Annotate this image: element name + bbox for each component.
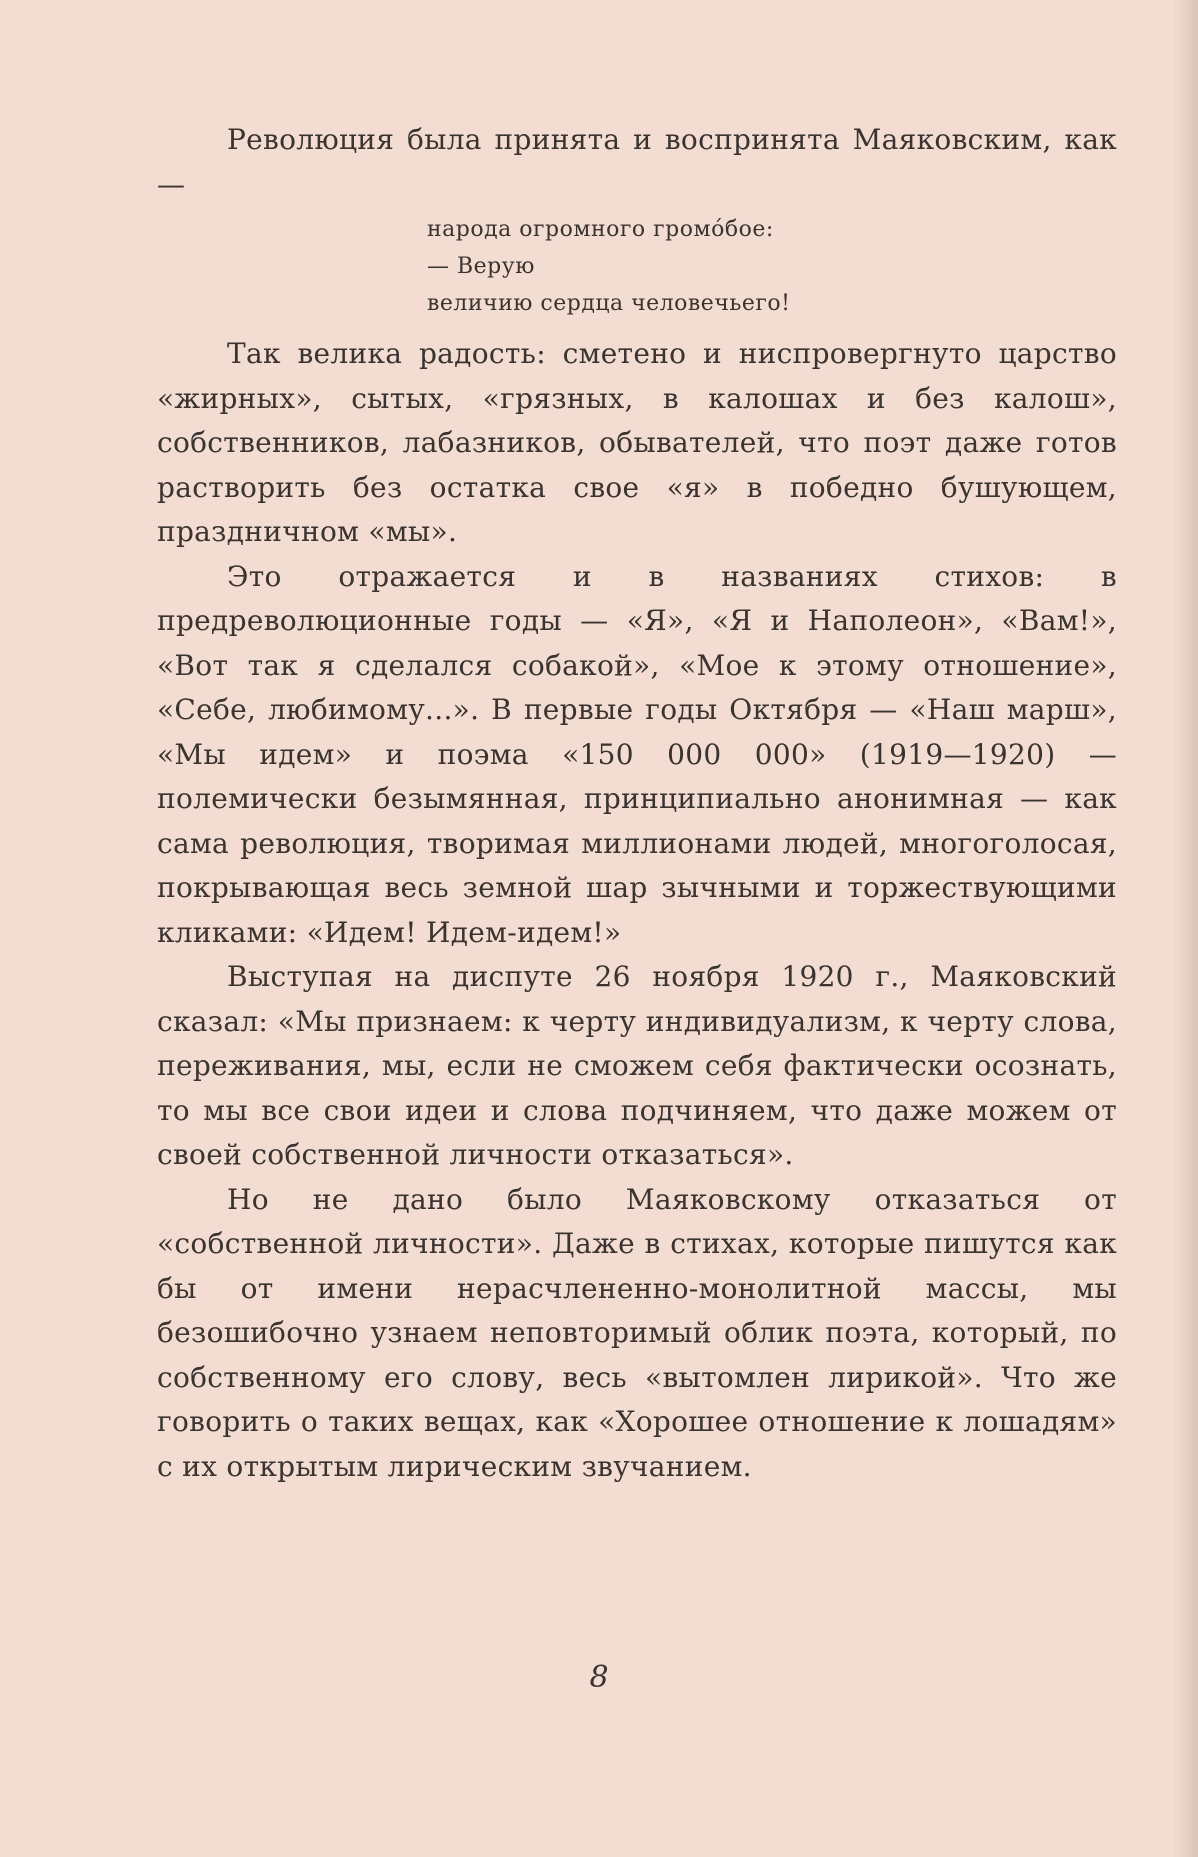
verse-line-3: величию сердца человечьего! <box>427 291 791 316</box>
paragraph-2: Это отражается и в названиях стихов: в предреволюционные годы — «Я», «Я и Наполеон», «Вам!», «Вот так я сделался собакой», «Мое к этому отношение», «Себе, любимому...». В первые годы Октября — «Наш марш», «Мы идем» и поэма «150 000 000» (1919—1920) — полемически безымянная, принципиально анонимная — как сама революция, творимая миллионами людей, многоголосая, покрывающая весь земной шар зычными и торжествующими кликами: «Идем! Идем-идем!» <box>157 559 1117 949</box>
intro-paragraph: Революция была принята и воспринята Маяковским, как — <box>157 123 1117 201</box>
verse-line-1: народа огромного громóбое: <box>427 217 774 242</box>
paragraph-1: Так велика радость: сметено и ниспровергнуто царство «жирных», сытых, «грязных, в калошах и без калош», собственников, лабазников, обывателей, что поэт даже готов растворить без остатка свое «я» в победно бушующем, праздничном «мы». <box>157 337 1117 548</box>
verse-line-2: — Верую <box>427 254 535 279</box>
verse-quote <box>427 211 1117 322</box>
page-text <box>157 118 1117 1489</box>
page-edge-shadow <box>1172 0 1198 1857</box>
page-number: 8 <box>589 1660 609 1695</box>
paragraph-4: Но не дано было Маяковскому отказаться от «собственной личности». Даже в стихах, которые пишутся как бы от имени нерасчлененно-монолитной массы, мы безошибочно узнаем неповторимый облик поэта, который, по собственному его слову, весь «вытомлен лирикой». Что же говорить о таких вещах, как «Хорошее отношение к лошадям» с их открытым лирическим звучанием. <box>157 1182 1117 1483</box>
paragraph-3: Выступая на диспуте 26 ноября 1920 г., Маяковский сказал: «Мы признаем: к черту индивидуализм, к черту слова, переживания, мы, если не сможем себя фактически осознать, то мы все свои идеи и слова подчиняем, что даже можем от своей собственной личности отказаться». <box>157 960 1117 1171</box>
